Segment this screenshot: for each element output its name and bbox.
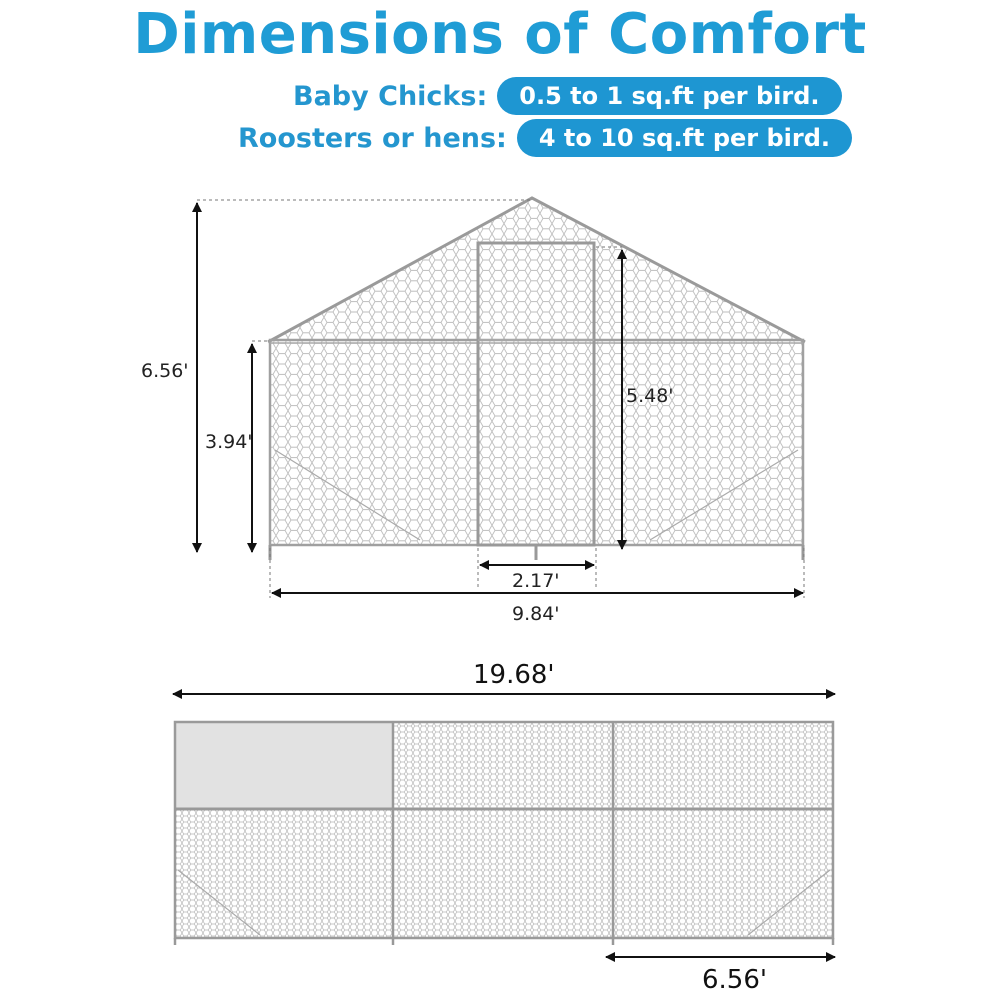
page-title: Dimensions of Comfort [133, 2, 867, 67]
cover-panel [175, 722, 393, 808]
requirement-value-pill: 0.5 to 1 sq.ft per bird. [497, 77, 841, 115]
requirement-label: Baby Chicks: [293, 80, 488, 112]
dimension-front-width: 9.84' [512, 603, 560, 625]
dimension-section-length: 6.56' [702, 965, 768, 995]
requirement-value-pill: 4 to 10 sq.ft per bird. [517, 119, 852, 157]
dimension-total-length: 19.68' [473, 660, 555, 690]
dimension-wall-height: 3.94' [205, 431, 253, 453]
requirement-label: Roosters or hens: [238, 122, 507, 154]
front-mesh [270, 200, 803, 545]
dimension-door-width: 2.17' [512, 570, 560, 592]
dimension-total-height: 6.56' [141, 360, 189, 382]
dimension-door-height: 5.48' [626, 385, 674, 407]
side-view [175, 722, 833, 945]
front-view [268, 198, 805, 560]
wall-mesh [175, 810, 833, 938]
